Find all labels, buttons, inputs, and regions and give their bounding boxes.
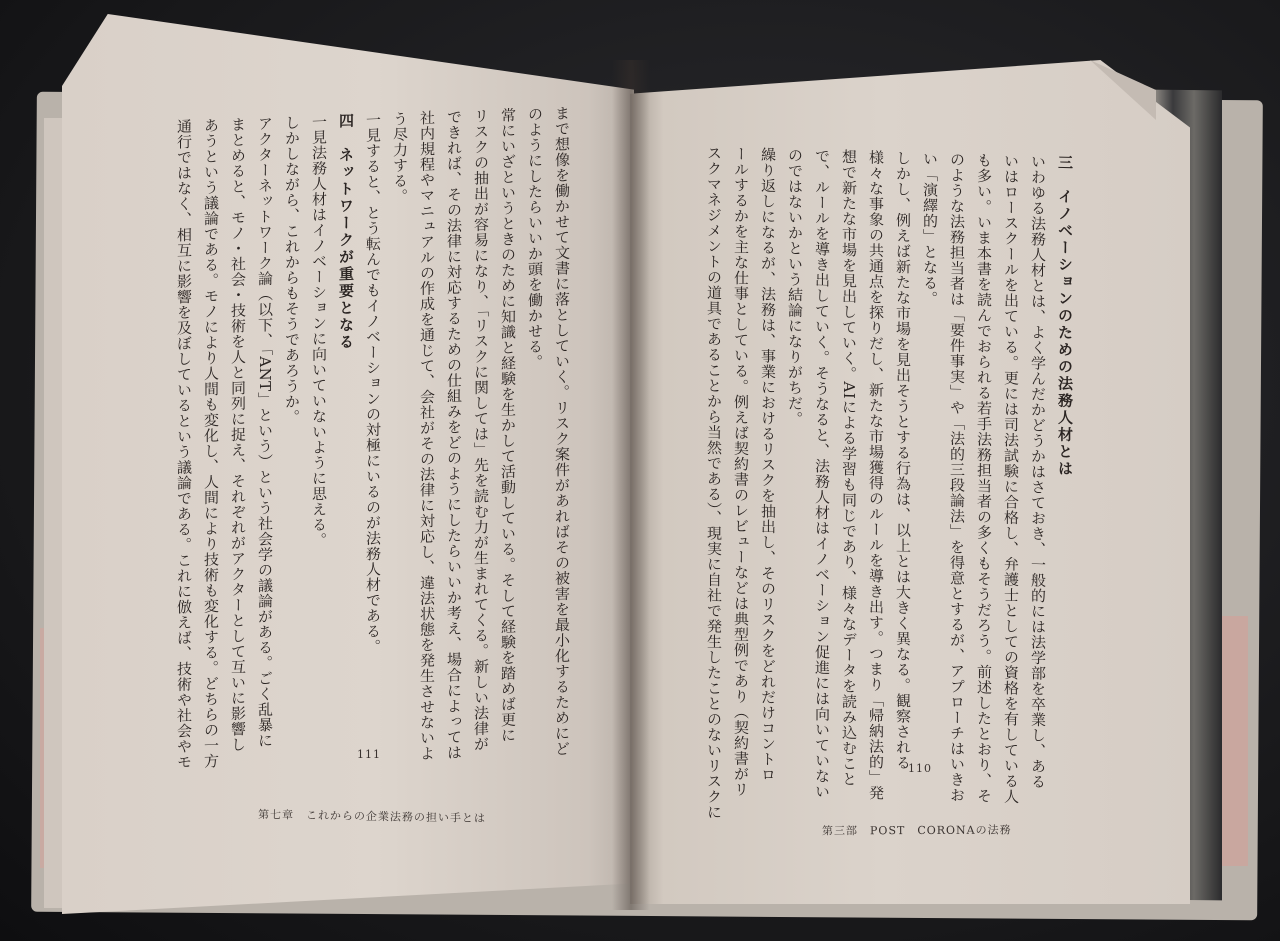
- right-col-3: のような法務担当者は「要件事実」や「法的三段論法」を得意とするが、アプローチはいきお: [948, 151, 966, 804]
- section-heading-three: 三 イノベーションのための法務人材とは: [1056, 154, 1074, 478]
- left-col-3: まとめると、モノ・社会・技術を人と同列に捉え、それぞれがアクターとして互いに影響し: [229, 116, 247, 753]
- right-col-6: 様々な事象の共通点を探りだし、新たな市場獲得のルールを導き出す。つまり「帰納法的」発: [867, 149, 885, 801]
- right-col-2: も多い。いま本書を読んでおられる若手法務担当者の多くもそうだろう。前述したとおり、そ: [975, 152, 993, 804]
- right-col-5: しかし、例えば新たな市場を見出そうとする行為は、以上とは大きく異なる。観察される: [894, 150, 912, 771]
- right-col-10: 繰り返しになるが、法務は、事業におけるリスクを抽出し、そのリスクをどれだけコントロ: [759, 146, 777, 783]
- right-page-number: 110: [908, 762, 932, 775]
- left-col-5: 通行ではなく、相互に影響を及ぼしているという議論である。これに倣えば、技術や社会やモ: [175, 118, 193, 770]
- left-upper-col-5: 社内規程やマニュアルの作成を通じて、会社がその法律に対応し、違法状態を発生させないよ: [418, 109, 436, 762]
- right-col-0: いわゆる法務人材とは、よく学んだかどうかはさておき、一般的には法学部を卒業し、ある: [1029, 153, 1047, 790]
- right-col-8: で、ルールを導き出していく。そうなると、法務人材はイノベーション促進には向いていない: [813, 148, 831, 800]
- left-upper-col-2: 常にいざというときのために知識と経験を生かして活動している。そして経験を踏めば更に: [499, 106, 517, 744]
- left-page-footer: 第七章 これからの企業法務の担い手とは: [257, 808, 487, 825]
- right-col-7: 想で新たな市場を見出していく。AIによる学習も同じであり、様々なデータを読み込むこと: [840, 148, 858, 787]
- left-col-2: アクターネットワーク論（以下、「ANT」という）という社会学の議論がある。ごく乱暴に: [256, 115, 274, 749]
- left-upper-col-4: できれば、その法律に対応するための仕組みをどのようにしたらいいか考え、場合によっては: [445, 108, 463, 761]
- cover-flap-right: [1222, 616, 1248, 866]
- left-page-number: 111: [357, 748, 381, 761]
- left-col-1: しかしながら、これからもそうであろうか。: [283, 114, 301, 426]
- right-col-1: いはロースクールを出ている。更には司法試験に合格し、弁護士としての資格を有している人: [1002, 152, 1020, 805]
- right-col-9: のではないかという結論になりがちだ。: [786, 147, 804, 427]
- right-col-12: スクマネジメントの道具であることから当然である）、現実に自社で発生したことのないリスクに: [705, 145, 723, 821]
- section-heading-four: 四 ネットワークが重要となる: [337, 112, 355, 352]
- book-spine: [612, 60, 650, 910]
- left-upper-col-1: のようにしたらいいか頭を働かせる。: [526, 106, 544, 371]
- left-upper-col-0: まで想像を働かせて文書に落としていく。リスク案件があればその被害を最小化するためにど: [553, 105, 571, 757]
- left-col-0: 一見法務人材はイノベーションに向いていないように思える。: [310, 113, 328, 549]
- left-upper-col-3: リスクの抽出が容易になり、「リスクに関しては」先を読む力が生まれてくる。新しい法律が: [472, 107, 490, 753]
- left-upper-col-7: 一見すると、とう転んでもイノベーションの対極にいるのが法務人材である。: [364, 111, 382, 655]
- right-col-11: ールするかを主な仕事としている。例えば契約書のレビューなどは典型例であり（契約書がリ: [732, 145, 750, 798]
- left-upper-col-6: う尽力する。: [391, 110, 409, 205]
- right-page-footer: 第三部 POST CORONAの法務: [821, 823, 1012, 838]
- left-col-4: あうという議論である。モノにより人間も変化し、人間により技術も変化する。どちらの一方: [202, 117, 220, 769]
- right-col-4: い「演繹的」となる。: [921, 150, 939, 307]
